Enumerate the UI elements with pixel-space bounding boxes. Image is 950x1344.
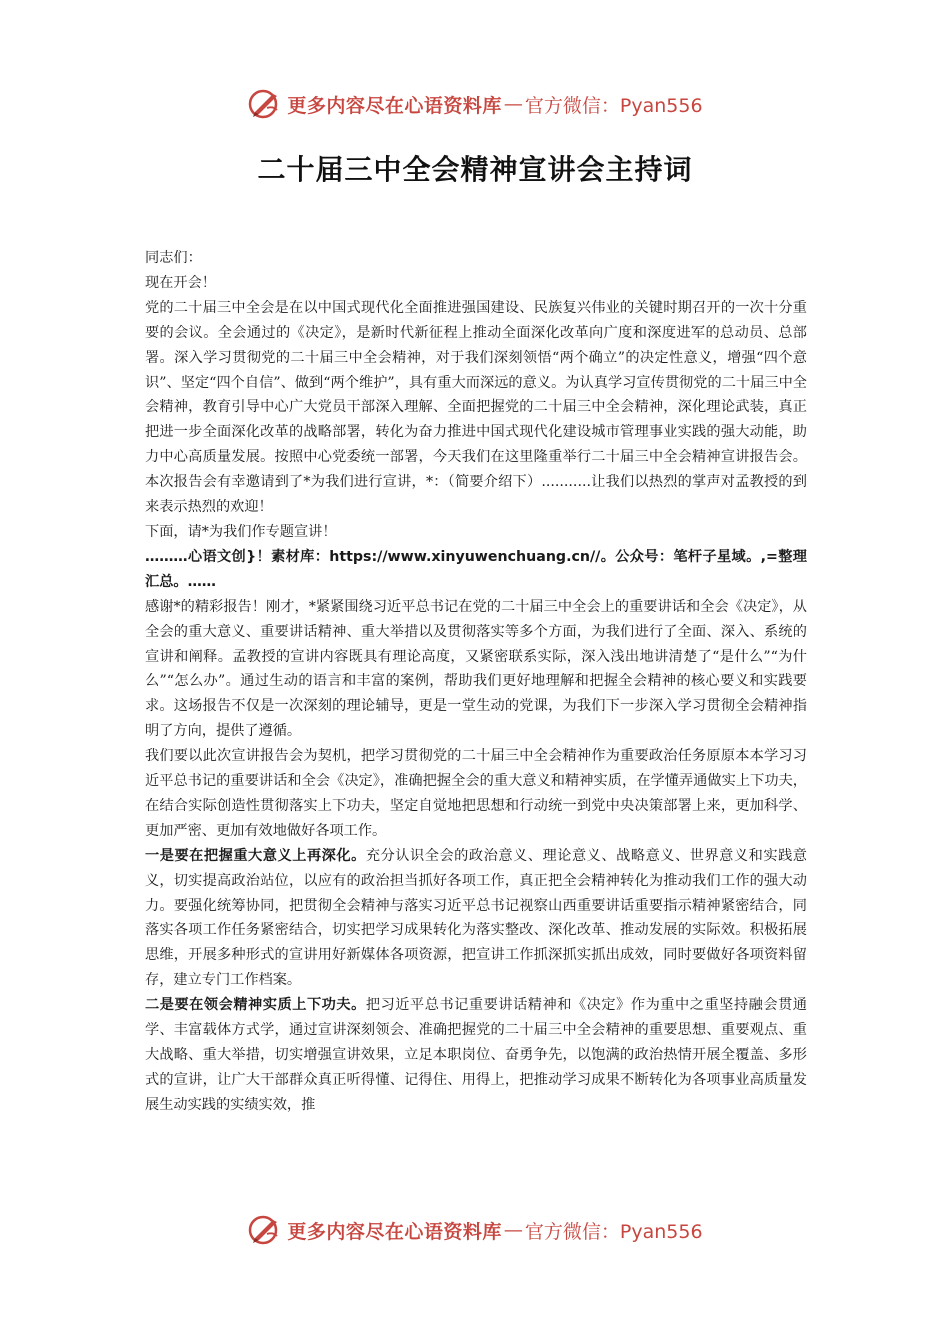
source-note: ………心语文创}！素材库：https://www.xinyuwenchuang.cn//。公众号：笔杆子星域。,=整理汇总。……	[145, 548, 807, 590]
pen-logo-icon	[247, 86, 283, 122]
point-one-lead: 一是要在把握重大意义上再深化。	[145, 847, 366, 864]
banner-text: 更多内容尽在心语资料库	[287, 1220, 502, 1243]
opening-line: 现在开会！	[145, 274, 216, 291]
paragraph-invite: 下面，请*为我们作专题宣讲！	[145, 523, 337, 540]
banner-separator: —	[503, 1219, 523, 1241]
paragraph-thanks: 感谢*的精彩报告！刚才，*紧紧围绕习近平总书记在党的二十届三中全会上的重要讲话和全会《决定》，从全会的重大意义、重要讲话精神、重大举措以及贯彻落实等多个方面，为我们进行了全面、深入、系统的宣讲和阐释。孟教授的宣讲内容既具有理论高度，又紧密联系实际，深入浅出地讲清楚了“是什么”“为什么”“怎么办”。通过生动的语言和丰富的案例，帮助我们更好地理解和把握全会精神的核心要义和实践要求。这场报告不仅是一次深刻的理论辅导，更是一堂生动的党课，为我们下一步深入学习贯彻全会精神指明了方向，提供了遵循。	[145, 598, 807, 740]
page-title: 二十届三中全会精神宣讲会主持词	[257, 153, 693, 186]
greeting: 同志们：	[145, 250, 202, 266]
point-two-body: 把习近平总书记重要讲话精神和《决定》作为重中之重坚持融会贯通学、丰富载体方式学，通过宣讲深刻领会、准确把握党的二十届三中全会精神的重要思想、重要观点、重大战略、重大举措，切实增强宣讲效果，立足本职岗位、奋勇争先，以饱满的政治热情开展全覆盖、多形式的宣讲，让广大干部群众真正听得懂、记得住、用得上，把推动学习成果不断转化为各项事业高质量发展生动实践的实绩实效，推	[145, 997, 807, 1113]
banner-separator: —	[503, 93, 523, 115]
banner-wechat: 官方微信：Pyan556	[524, 94, 703, 117]
pen-logo-icon	[247, 1212, 283, 1248]
header-banner	[0, 84, 950, 124]
paragraph-requirements: 我们要以此次宣讲报告会为契机，把学习贯彻党的二十届三中全会精神作为重要政治任务原原本本学习习近平总书记的重要讲话和全会《决定》，准确把握全会的重大意义和精神实质，在学懂弄通做实上下功夫，在结合实际创造性贯彻落实上下功夫，坚定自觉地把思想和行动统一到党中央决策部署上来，更加科学、更加严密、更加有效地做好各项工作。	[145, 748, 807, 839]
paragraph-point-two	[145, 993, 807, 1118]
banner-wechat: 官方微信：Pyan556	[524, 1220, 703, 1243]
document-body	[145, 246, 807, 1118]
point-two-lead: 二是要在领会精神实质上下功夫。	[145, 997, 366, 1014]
footer-banner	[0, 1210, 950, 1250]
paragraph-point-one	[145, 844, 807, 993]
banner-text: 更多内容尽在心语资料库	[287, 94, 502, 117]
point-one-body: 充分认识全会的政治意义、理论意义、战略意义、世界意义和实践意义，切实提高政治站位，以应有的政治担当抓好各项工作，真正把全会精神转化为推动我们工作的强大动力。要强化统筹协同，把贯彻全会精神与落实习近平总书记视察山西重要讲话重要指示精神紧密结合，同落实各项工作任务紧密结合，切实把学习成果转化为落实整改、深化改革、推动发展的实际效。积极拓展思维，开展多种形式的宣讲用好新媒体各项资源，把宣讲工作抓深抓实抓出成效，同时要做好各项资料留存，建立专门工作档案。	[145, 847, 807, 989]
paragraph-intro: 党的二十届三中全会是在以中国式现代化全面推进强国建设、民族复兴伟业的关键时期召开的一次十分重要的会议。全会通过的《决定》，是新时代新征程上推动全面深化改革向广度和深度进军的总动员、总部署。深入学习贯彻党的二十届三中全会精神，对于我们深刻领悟“两个确立”的决定性意义，增强“四个意识”、坚定“四个自信”、做到“两个维护”，具有重大而深远的意义。为认真学习宣传贯彻党的二十届三中全会精神，教育引导中心广大党员干部深入理解、全面把握党的二十届三中全会精神，深化理论武装，真正把进一步全面深化改革的战略部署，转化为奋力推进中国式现代化建设城市管理事业实践的强大动能，助力中心高质量发展。按照中心党委统一部署，今天我们在这里隆重举行二十届三中全会精神宣讲报告会。本次报告会有幸邀请到了*为我们进行宣讲，*：（简要介绍下）...........让我们以热烈的掌声对孟教授的到来表示热烈的欢迎！	[145, 299, 807, 516]
